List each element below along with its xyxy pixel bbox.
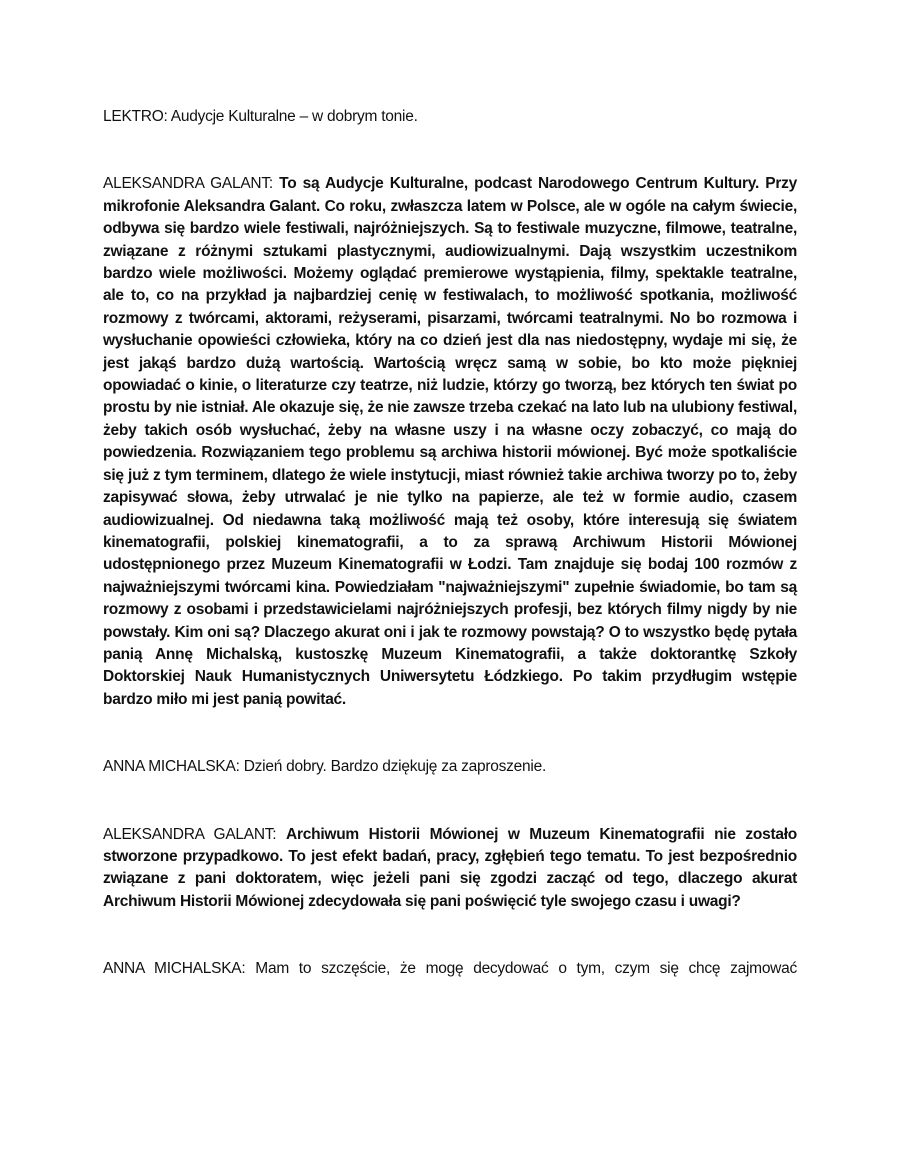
speech-text: To są Audycje Kulturalne, podcast Narodowego Centrum Kultury. Przy mikrofonie Aleksandra Galant. Co roku, zwłaszcza latem w Polsce, ale w ogóle na całym świecie, odbywa się bardzo wiele festiwali, najróżniejszych. Są to festiwale muzyczne, filmowe, teatralne, związane z różnymi sztukami plastycznymi, audiowizualnymi. Dają wszystkim uczestnikom bardzo wiele możliwości. Możemy oglądać premierowe wystąpienia, filmy, spektakle teatralne, ale to, co na przykład ja najbardziej cenię w festiwalach, to możliwość spotkania, możliwość rozmowy z twórcami, aktorami, reżyserami, pisarzami, twórcami teatralnymi. No bo rozmowa i wysłuchanie opowieści człowieka, który na co dzień jest dla nas niedostępny, wydaje mi się, że jest jakąś bardzo dużą wartością. Wartością wręcz samą w sobie, bo kto może piękniej opowiadać o kinie, o literaturze czy teatrze, niż ludzie, którzy go tworzą, bez których ten świat po prostu by nie istniał. Ale okazuje się, że nie zawsze trzeba czekać na lato lub na ulubiony festiwal, żeby takich osób wysłuchać, żeby na własne uszy i na własne oczy zobaczyć, co mają do powiedzenia. Rozwiązaniem tego problemu są archiwa historii mówionej. Być może spotkaliście się już z tym terminem, dlatego że wiele instytucji, miast również takie archiwa tworzy po to, żeby zapisywać słowa, żeby utrwalać je nie tylko na papierze, ale też w formie audio, czasem audiowizualnej. Od niedawna taką możliwość mają też osoby, które interesują się światem kinematografii, polskiej kinematografii, a to za sprawą Archiwum Historii Mówionej udostępnionego przez Muzeum Kinematografii w Łodzi. Tam znajduje się bodaj 100 rozmów z najważniejszymi twórcami kina. Powiedziałam "najważniejszymi" zupełnie świadomie, bo tam są rozmowy z osobami i przedstawicielami najróżniejszych profesji, bez których filmy nigdy by nie powstały. Kim oni są? Dlaczego akurat oni i jak te rozmowy powstają? O to wszystko będę pytała panią Annę Michalską, kustoszkę Muzeum Kinematografii, a także doktorantkę Szkoły Doktorskiej Nauk Humanistycznych Uniwersytetu Łódzkiego. Po takim przydługim wstępie bardzo miło mi jest panią powitać. xyxy=(103,175,797,708)
speech-text: Archiwum Historii Mówionej w Muzeum Kinematografii nie zostało stworzone przypadkowo. To jest efekt badań, pracy, zgłębień tego tematu. To jest bezpośrednio związane z pani doktoratem, więc jeżeli pani się zgodzi zacząć od tego, dlaczego akurat Archiwum Historii Mówionej zdecydowała się pani poświęcić tyle swojego czasu i uwagi? xyxy=(103,825,797,910)
speech-text: Mam to szczęście, że mogę decydować o tym, czym się chcę zajmować xyxy=(255,960,797,978)
transcript-paragraph-galant-2 xyxy=(103,824,797,914)
speaker-label: LEKTRO: xyxy=(103,108,168,125)
transcript-paragraph-galant-1 xyxy=(103,173,797,711)
speaker-label: ALEKSANDRA GALANT: xyxy=(103,175,273,193)
speaker-label: ANNA MICHALSKA: xyxy=(103,758,240,776)
transcript-paragraph-lektro xyxy=(103,106,797,128)
speaker-label: ALEKSANDRA GALANT: xyxy=(103,825,277,843)
transcript-paragraph-michalska-1 xyxy=(103,756,797,778)
speaker-label: ANNA MICHALSKA: xyxy=(103,960,246,978)
speech-text: Audycje Kulturalne – w dobrym tonie. xyxy=(170,108,418,125)
speech-text: Dzień dobry. Bardzo dziękuję za zaproszenie. xyxy=(243,758,547,776)
transcript-paragraph-michalska-2 xyxy=(103,958,797,980)
